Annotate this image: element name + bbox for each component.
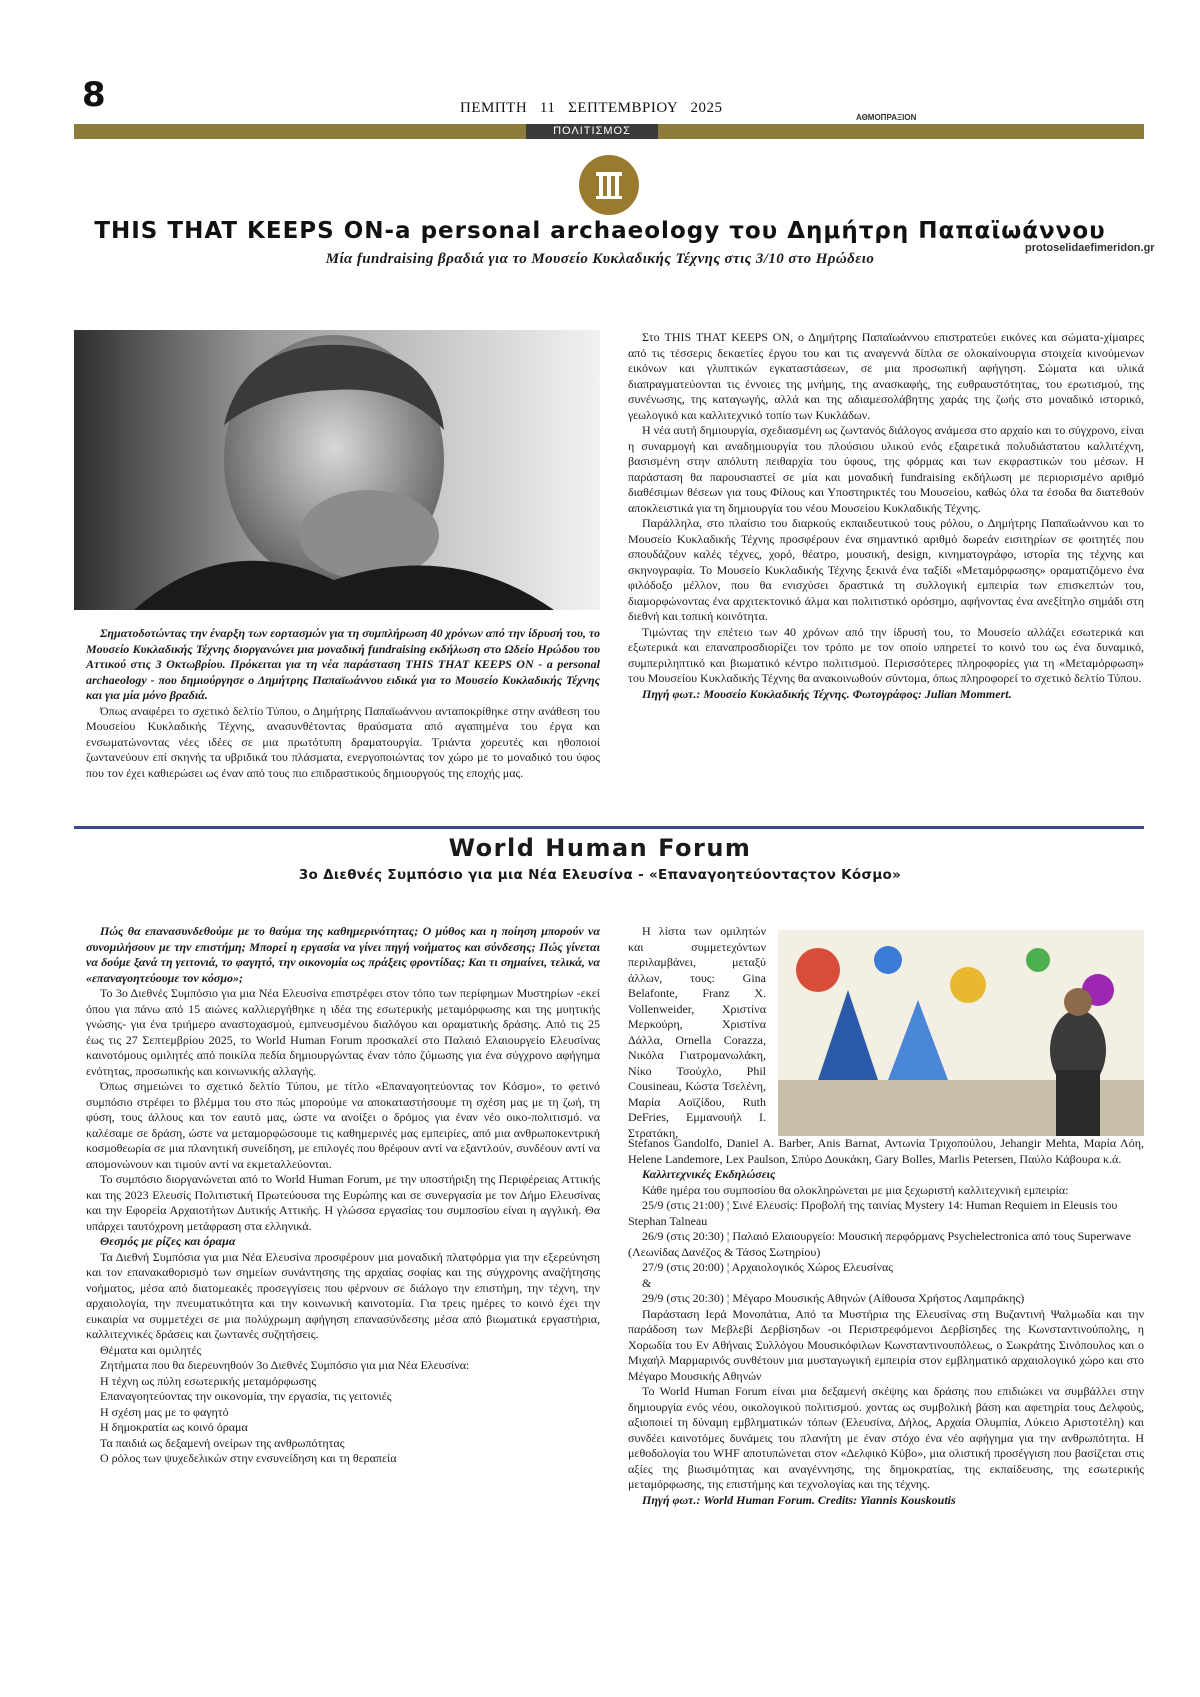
site-credit: protoselidaefimeridon.gr: [1025, 242, 1155, 254]
event-item: 29/9 (στις 20:30) ¦ Μέγαρο Μουσικής Αθηνών (Αίθουσα Χρήστος Λαμπράκης): [642, 1291, 1025, 1305]
topic-item: Ο ρόλος των ψυχεδελικών στην ενσυνείδηση και τη θεραπεία: [100, 1451, 397, 1465]
article2-left-column: [86, 924, 600, 1467]
body-paragraph: Το συμπόσιο διοργανώνεται από το World Human Forum, με την υποστήριξη της Περιφέρειας Αττικής και της 2023 Ελευσίς Πολιτιστική Πρωτεύουσα της Ευρώπης και σε συνεργασία με τον Δήμο Ελευσίνας και την Εφορεία Αρχαιοτήτων Δυτικής Αττικής. Η γλώσσα εργασίας του συμποσίου είναι η αγγλική. Θα υπάρχει ταυτόχρονη μετάφραση στα ελληνικά.: [86, 1172, 600, 1233]
article-title: THIS THAT KEEPS ON-a personal archaeology του Δημήτρη Παπαϊωάννου: [94, 218, 1106, 244]
mural-photo: [778, 930, 1144, 1136]
article-subtitle: 3ο Διεθνές Συμπόσιο για μια Νέα Ελευσίνα - «Επαναγοητεύονταςτον Κόσμο»: [298, 867, 902, 883]
topics-intro: Ζητήματα που θα διερευνηθούν 3ο Διεθνές Συμπόσιο για μια Νέα Ελευσίνα:: [100, 1358, 470, 1372]
article-divider: [74, 826, 1144, 829]
speakers-list: Stefanos Gandolfo, Daniel A. Barber, Anis Barnat, Αντωνία Τριχοπούλου, Jehangir Mehta, Μαρία Λόη, Helene Landemore, Lex Paulson, Σπύρο Δουκάκη, Gary Bolles, Marlis Petersen, Παύλο Κάβουρα κ.ά.: [628, 1136, 1144, 1166]
section-subhead: Θεσμός με ρίζες και όραμα: [100, 1234, 236, 1248]
body-paragraph: Η νέα αυτή δημιουργία, σχεδιασμένη ως ζωντανός διάλογος ανάμεσα στο αρχαίο και το σύγχρονο, είναι η συναρμογή και αναδημιουργία του πλούσιου υλικού ενός εξαιρετικά πολυδιάστατου καλλιτέχνη, βασισμένη στην απόλυτη πειθαρχία του ύφους, της φόρμας και των εκφραστικών του μέσων. Η παράσταση θα παρουσιαστεί σε μία και μοναδική fundraising εκδήλωση με περιορισμένο αριθμό διαθέσιμων θέσεων για τους Φίλους και Υποστηρικτές του Μουσείου, καθώς όλα τα έσοδα θα διατεθούν αποκλειστικά για τη δημιουργία του νέου Μουσείου Κυκλαδικής Τέχνης.: [628, 423, 1144, 515]
body-paragraph: Το World Human Forum είναι μια δεξαμενή σκέψης και δράσης που επιδιώκει να συμβάλλει στην δημιουργία ενός νέου, οικολογικού πολιτισμού. χοντας ως συμβολική βάση και αφετηρία τους Δελφούς, αξιοποιεί τη δύναμη εμβληματικών τόπων (Ελευσίνα, Δήλος, Αρχαία Ολυμπία, Λύκειο Αριστοτέλη) και συνδέει καινοτόμες δυνάμεις του πλανήτη με έναν στόχο ένα νέο αφήγημα για την ανθρωπότητα. Η μεθοδολογία του WHF αποτυπώνεται στον «Δελφικό Κύβο», μια ολιστική προσέγγιση που βασίζεται στις αξίες της βιωσιμότητας και αναγέννησης, της δημοκρατίας, της εκπαίδευσης, της εσωτερικής μεταμόρφωσης, της επιστήμης και τεχνολογίας και της τέχνης.: [628, 1384, 1144, 1491]
body-paragraph: Το 3ο Διεθνές Συμπόσιο για μια Νέα Ελευσίνα επιστρέφει στον τόπο των περίφημων Μυστηρίων -εκεί όπου για πάνω από 15 αιώνες καλλιεργήθηκε η ιδέα της εσωτερικής μεταμόρφωσης και της μυητικής γνώσης- για ένα τριήμερο αναστοχασμού, εμπνευσμένου διαλόγου και οραματικής δράσης. Από τις 25 έως τις 27 Σεπτεμβρίου 2025, το World Human Forum προσκαλεί στο Παλαιό Ελαιουργείο Ελευσίνας καινοτόμους ομιλητές από ποικίλα πεδία δημιουργώντας έναν τόπο ζύμωσης για ένα σύγχρονο αφήγημα ενότητας, προσωπικής και κοινωνικής αλλαγής.: [86, 986, 600, 1078]
topic-item: Επαναγοητεύοντας την οικονομία, την εργασία, τις γειτονιές: [100, 1389, 392, 1403]
article-title: World Human Forum: [448, 834, 752, 862]
photo-credit: Πηγή φωτ.: Μουσείο Κυκλαδικής Τέχνης. Φωτογράφος: Julian Mommert.: [642, 686, 1012, 701]
article1-right-column: [628, 330, 1144, 702]
body-paragraph: Παράσταση Ιερά Μονοπάτια, Από τα Μυστήρια της Ελευσίνας στη Βυζαντινή Ψαλμωδία και την παράδοση των Μεβλεβί Δερβίσηδων -οι Περιστρεφόμενοι Δερβίσηδες της Κωνσταντινούπολης, η Χορωδία του Εν Αθήναις Συλλόγου Μουσικόφιλων Κωνσταντινουπόλεως, ο Σωκράτης Σινόπουλος και ο Μιχαήλ Μαρμαρινός συνθέτουν μια μυσταγωγική εμπειρία στον εμβληματικό αρχαιολογικό χώρο και στο Μέγαρο Μουσικής Αθηνών: [628, 1306, 1144, 1383]
article2-right-column: [628, 1136, 1144, 1508]
column-emblem-icon: [578, 154, 640, 216]
event-item: &: [642, 1275, 652, 1290]
article1-left-column: [86, 626, 600, 781]
newspaper-masthead: ΑΘΜΟΠΡΑΞΙΟΝ: [856, 113, 917, 122]
topic-item: Η σχέση μας με το φαγητό: [100, 1404, 229, 1419]
article-subtitle: Μία fundraising βραδιά για το Μουσείο Κυκλαδικής Τέχνης στις 3/10 στο Ηρώδειο: [325, 251, 875, 267]
event-item: 26/9 (στις 20:30) ¦ Παλαιό Ελαιουργείο: Μουσική περφόρμανς Psychelectronica από τους Superwave (Λεωνίδας Δανέζος & Τάσος Σωτηρίου): [628, 1229, 1131, 1259]
page-number: 8: [82, 75, 106, 115]
body-paragraph: Τιμώντας την επέτειο των 40 χρόνων από την ίδρυσή του, το Μουσείο αλλάζει εσωτερικά και εξωτερικά και επαναπροσδιορίζει τον τρόπο με τον οποίο υπηρετεί το κοινό του ως ένα δυναμικό, συμπεριληπτικό και βιωματικό κέντρο πολιτισμού. Περισσότερες πληροφορίες για τη «Μεταμόρφωση» του Μουσείου Κυκλαδικής Τέχνης θα ανακοινωθούν σύντομα, όπως πληροφορεί το σχετικό δελτίο Τύπου.: [628, 624, 1144, 685]
topic-item: Η τέχνη ως πύλη εσωτερικής μεταμόρφωσης: [100, 1373, 317, 1388]
topics-label: Θέματα και ομιλητές: [100, 1342, 202, 1357]
body-paragraph: Όπως αναφέρει το σχετικό δελτίο Τύπου, ο Δημήτρης Παπαϊωάννου ανταποκρίθηκε στην ανάθεση του Μουσείου Κυκλαδικής Τέχνης, ανασυνθέτοντας θραύσματα από αγαπημένα του έργα και ενσωματώνοντας νέες ιδέες σε μια πρωτότυπη δραματουργία. Τριάντα χορευτές και ηθοποιοί ζωντανεύουν επί σκηνής τα υβριδικά του πλάσματα, ενεργοποιώντας τον χώρο με το μοναδικό του ύφος που τον έχει καθιερώσει ως έναν από τους πιο επιδραστικούς δημιουργούς της εποχής μας.: [86, 703, 600, 780]
speakers-narrow-column: [628, 924, 766, 1141]
speakers-list: Η λίστα των ομιλητών και συμμετεχόντων περιλαμβάνει, μεταξύ άλλων, τους: Gina Belafonte, Franz X. Vollenweider, Χριστίνα Μερκούρη, Χριστίνα Δάλλα, Ornella Corazza, Νικόλα Γιατρομανωλάκη, Νίκο Τσούχλο, Phil Cousineau, Κώστα Τσελένη, Μαρία Αοϊζίδου, Ruth DeFries, Εμμανουήλ Ι. Στρατάκη,: [628, 924, 766, 1140]
body-paragraph: Όπως σημειώνει το σχετικό δελτίο Τύπου, με τίτλο «Επαναγοητεύοντας τον Κόσμο», το φετινό συμπόσιο στρέφει το βλέμμα του στο πώς μπορούμε να αποκαταστήσουμε τη σχέση μας με τη ζωή, τη φύση, τους άλλους και τον εαυτό μας, ώστε να ανοίξει ο δρόμος για έναν νέο οικο-πολιτισμό. να καλέσαμε σε δράση, ώστε να μεταμορφώσουμε τις καθημερινές μας εμπειρίες, από μια ανθρωποκεντρική κοσμοθεωρία σε μια πλανητική συνείδηση, με επιλογές που θρέφουν αντί να εξαντλούν, συνδέουν αντί να απομονώνουν και τιμούν αντί να εκμεταλλεύονται.: [86, 1079, 600, 1171]
events-intro: Κάθε ημέρα του συμποσίου θα ολοκληρώνεται με μια ξεχωριστή καλλιτεχνική εμπειρία:: [642, 1182, 1069, 1197]
topic-item: Τα παιδιά ως δεξαμενή ονείρων της ανθρωπότητας: [100, 1435, 345, 1450]
topic-item: Η δημοκρατία ως κοινό όραμα: [100, 1420, 248, 1434]
article-lead: Πώς θα επανασυνδεθούμε με το θαύμα της καθημερινότητας; Ο μύθος και η ποίηση μπορούν να συνομιλήσουν με την επιστήμη; Μπορεί η εργασία να γίνει πηγή νοήματος και σύνδεσης; Πώς γίνεται να δούμε ξανά τη γειτονιά, το φαγητό, την οικονομία ως πράξεις φροντίδας; Και τι σημαίνει, τελικά, να «επαναγοητεύουμε τον κόσμο»;: [86, 924, 600, 985]
section-label: ΠΟΛΙΤΙΣΜΟΣ: [526, 124, 658, 139]
body-paragraph: Τα Διεθνή Συμπόσια για μια Νέα Ελευσίνα προσφέρουν μια μοναδική πλατφόρμα για την εξερεύνηση και τον επανακαθορισμό των σημείων συνάντησης της αρχαίας σοφίας και της σύγχρονης αναζήτησης νοήματος, μέσα από διατομεακές προσεγγίσεις που φέρνουν σε διάλογο την επιστήμη, την τέχνη, την αρχαιολογία, την πνευματικότητα και την κοινωνική καινοτομία. Για τρεις ημέρες το κοινό έχει την ευκαιρία να συμμετέχει σε μια πολύχρωμη αφήγηση επανασύνδεσης μέσα από βιωματικά εργαστήρια, καλλιτεχνικές δράσεις και ζωντανές συζητήσεις.: [86, 1249, 600, 1341]
photo-caption: Σηματοδοτώντας την έναρξη των εορτασμών για τη συμπλήρωση 40 χρόνων από την ίδρυσή του, το Μουσείο Κυκλαδικής Τέχνης διοργανώνει μια μοναδική fundraising εκδήλωση στο Ωδείο Ηρώδου του Αττικού στις 3 Οκτωβρίου. Πρόκειται για τη νέα παράσταση THIS THAT KEEPS ON - a personal archaeology - που δημιούργησε ο Δημήτρης Παπαϊωάννου ειδικά για το Μουσείο Κυκλαδικής Τέχνης και για μία μόνο βραδιά.: [86, 626, 600, 702]
date-line: ΠΕΜΠΤΗ 11 ΣΕΠΤΕΜΒΡΙΟΥ 2025: [460, 100, 723, 116]
event-item: 27/9 (στις 20:00) ¦ Αρχαιολογικός Χώρος Ελευσίνας: [642, 1260, 893, 1274]
body-paragraph: Παράλληλα, στο πλαίσιο του διαρκούς εκπαιδευτικού τους ρόλου, ο Δημήτρης Παπαϊωάννου και το Μουσείο Κυκλαδικής Τέχνης προσφέρουν ένα σημαντικό αριθμό δωρεάν εισιτηρίων σε φοιτητές που σπουδάζουν καλές τέχνες, χορό, θέατρο, μουσική, design, κινηματογράφο, ιστορία της τέχνης και σκηνογραφία. Το Μουσείο Κυκλαδικής Τέχνης ξεκινά ένα ταξίδι «Μεταμόρφωσης» οραματιζόμενο ένα φιλόδοξο μέλλον, που θα ενισχύσει δραστικά τη συλλογική εμπειρία των επισκεπτών του, διαμορφώνοντας ένα αρχιτεκτονικό άλμα και πολιτιστικό ορόσημο, αφήνοντας ένα ανεξίτηλο σημάδι στη διεθνή και τοπική κοινότητα.: [628, 516, 1144, 623]
body-paragraph: Στο THIS THAT KEEPS ON, ο Δημήτρης Παπαϊωάννου επιστρατεύει εικόνες και σώματα-χίμαιρες από τις τέσσερις δεκαετίες έργου του και τις αναγεννά δίπλα σε ολοκαίνουργια στοιχεία κινούμενων εικόνων και γλυπτικών εγκαταστάσεων, σε μια προσωπική αφήγηση. Σώματα και υλικά διαπραγματεύονται τις έννοιες της μνήμης, της ανασκαφής, της ευθραυστότητας, του ερωτισμού, της συνένωσης, της καταγωγής, αλλά και της αδιαμεσολάβητης χαράς της ζωής στο μοναδικό ιστορικό, γεωλογικό και καλλιτεχνικό τοπίο των Κυκλάδων.: [628, 330, 1144, 422]
photo-credit: Πηγή φωτ.: World Human Forum. Credits: Yiannis Kouskoutis: [642, 1492, 956, 1507]
event-item: 25/9 (στις 21:00) ¦ Σινέ Ελευσίς: Προβολή της ταινίας Mystery 14: Human Requiem in Eleusis του Stephan Talneau: [628, 1198, 1118, 1228]
section-subhead: Καλλιτεχνικές Εκδηλώσεις: [642, 1167, 776, 1181]
portrait-photo: [74, 330, 600, 610]
